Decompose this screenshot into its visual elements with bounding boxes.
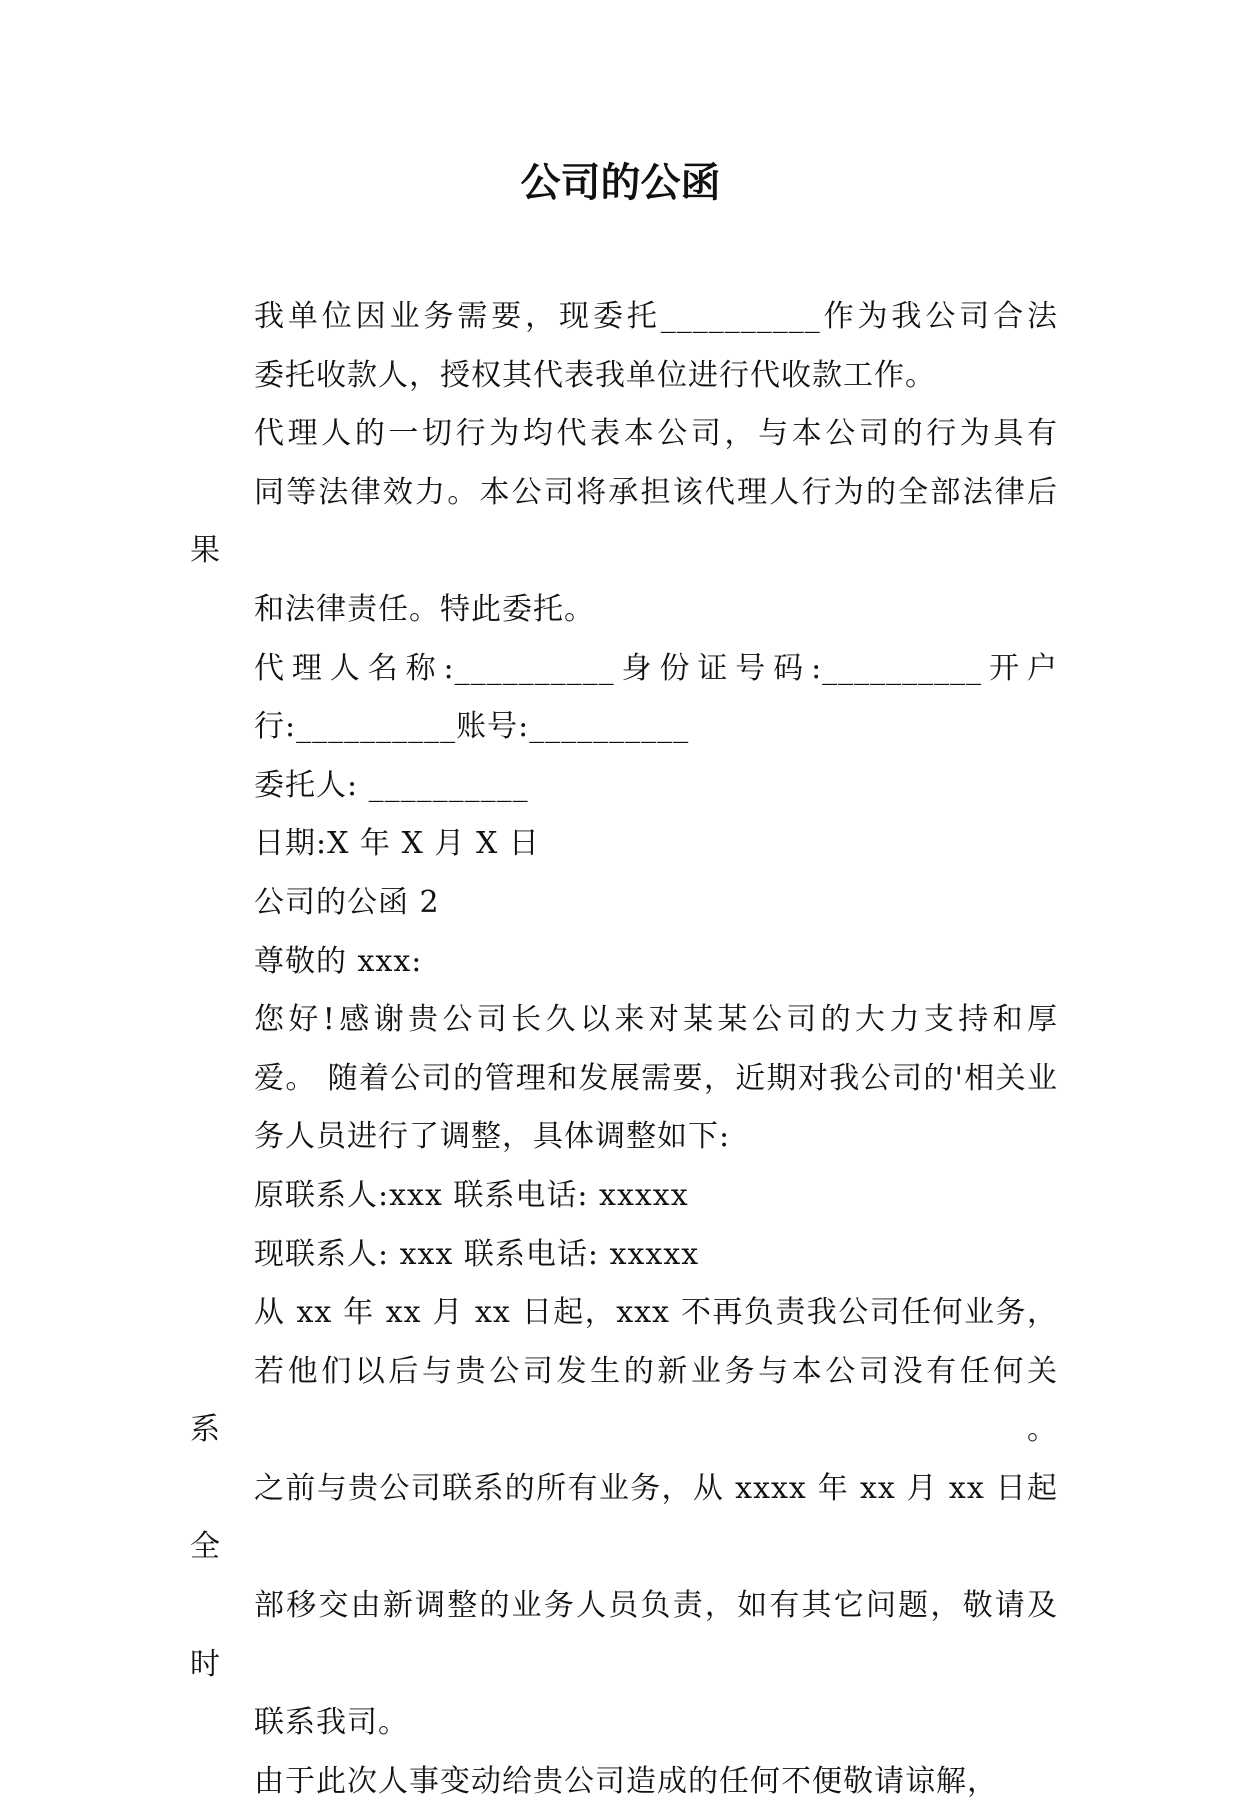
paragraph-handover	[190, 1284, 1058, 1753]
page-title: 公司的公函	[520, 160, 721, 206]
text-line: 从 xx 年 xx 月 xx 日起，xxx 不再负责我公司任何业务，	[254, 1295, 1058, 1331]
paragraph-greeting	[190, 991, 1058, 1167]
text-line: 代理人名称:__________身份证号码:__________开户	[254, 650, 1058, 686]
text-line: 我单位因业务需要，现委托__________作为我公司合法	[254, 299, 1058, 334]
paragraph-former-contact	[190, 1167, 1058, 1226]
text-line: 之前与贵公司联系的所有业务，从 xxxx 年 xx 月 xx 日起全	[190, 1470, 1058, 1565]
paragraph-agent-info	[190, 640, 1058, 757]
text-line: 爱。 随着公司的管理和发展需要，近期对我公司的'相关业	[254, 1060, 1058, 1096]
paragraph-authority	[190, 405, 1058, 639]
paragraph-apology	[190, 1753, 1058, 1811]
paragraph-current-contact	[190, 1226, 1058, 1285]
text-line: 原联系人:xxx 联系电话: xxxxx	[254, 1177, 689, 1213]
text-line: 部移交由新调整的业务人员负责，如有其它问题，敬请及时	[190, 1588, 1058, 1682]
text-line: 尊敬的 xxx:	[254, 943, 423, 979]
text-line: 现联系人: xxx 联系电话: xxxxx	[254, 1236, 700, 1272]
paragraph-subtitle	[190, 874, 1058, 933]
text-line: 同等法律效力。本公司将承担该代理人行为的全部法律后果	[190, 474, 1058, 569]
text-line: 务人员进行了调整，具体调整如下:	[254, 1119, 731, 1155]
text-line: 和法律责任。特此委托。	[254, 591, 595, 627]
paragraph-salutation	[190, 933, 1058, 992]
text-line: 您好!感谢贵公司长久以来对某某公司的大力支持和厚	[254, 1002, 1058, 1038]
text-line: 日期:X 年 X 月 X 日	[254, 826, 540, 862]
text-line: 由于此次人事变动给贵公司造成的任何不便敬请谅解，	[254, 1763, 998, 1799]
paragraph-date	[190, 815, 1058, 874]
letter-body	[190, 288, 1058, 1811]
text-line: 公司的公函 2	[254, 884, 440, 920]
text-line: 委托人: __________	[254, 767, 529, 803]
paragraph-entrust	[190, 288, 1058, 405]
paragraph-principal	[190, 757, 1058, 816]
text-line: 代理人的一切行为均代表本公司，与本公司的行为具有	[254, 416, 1058, 452]
text-line: 若他们以后与贵公司发生的新业务与本公司没有任何关系。	[190, 1353, 1058, 1448]
text-line: 委托收款人，授权其代表我单位进行代收款工作。	[254, 357, 936, 393]
text-line: 联系我司。	[254, 1705, 409, 1741]
text-line: 行:__________账号:__________	[254, 709, 690, 745]
